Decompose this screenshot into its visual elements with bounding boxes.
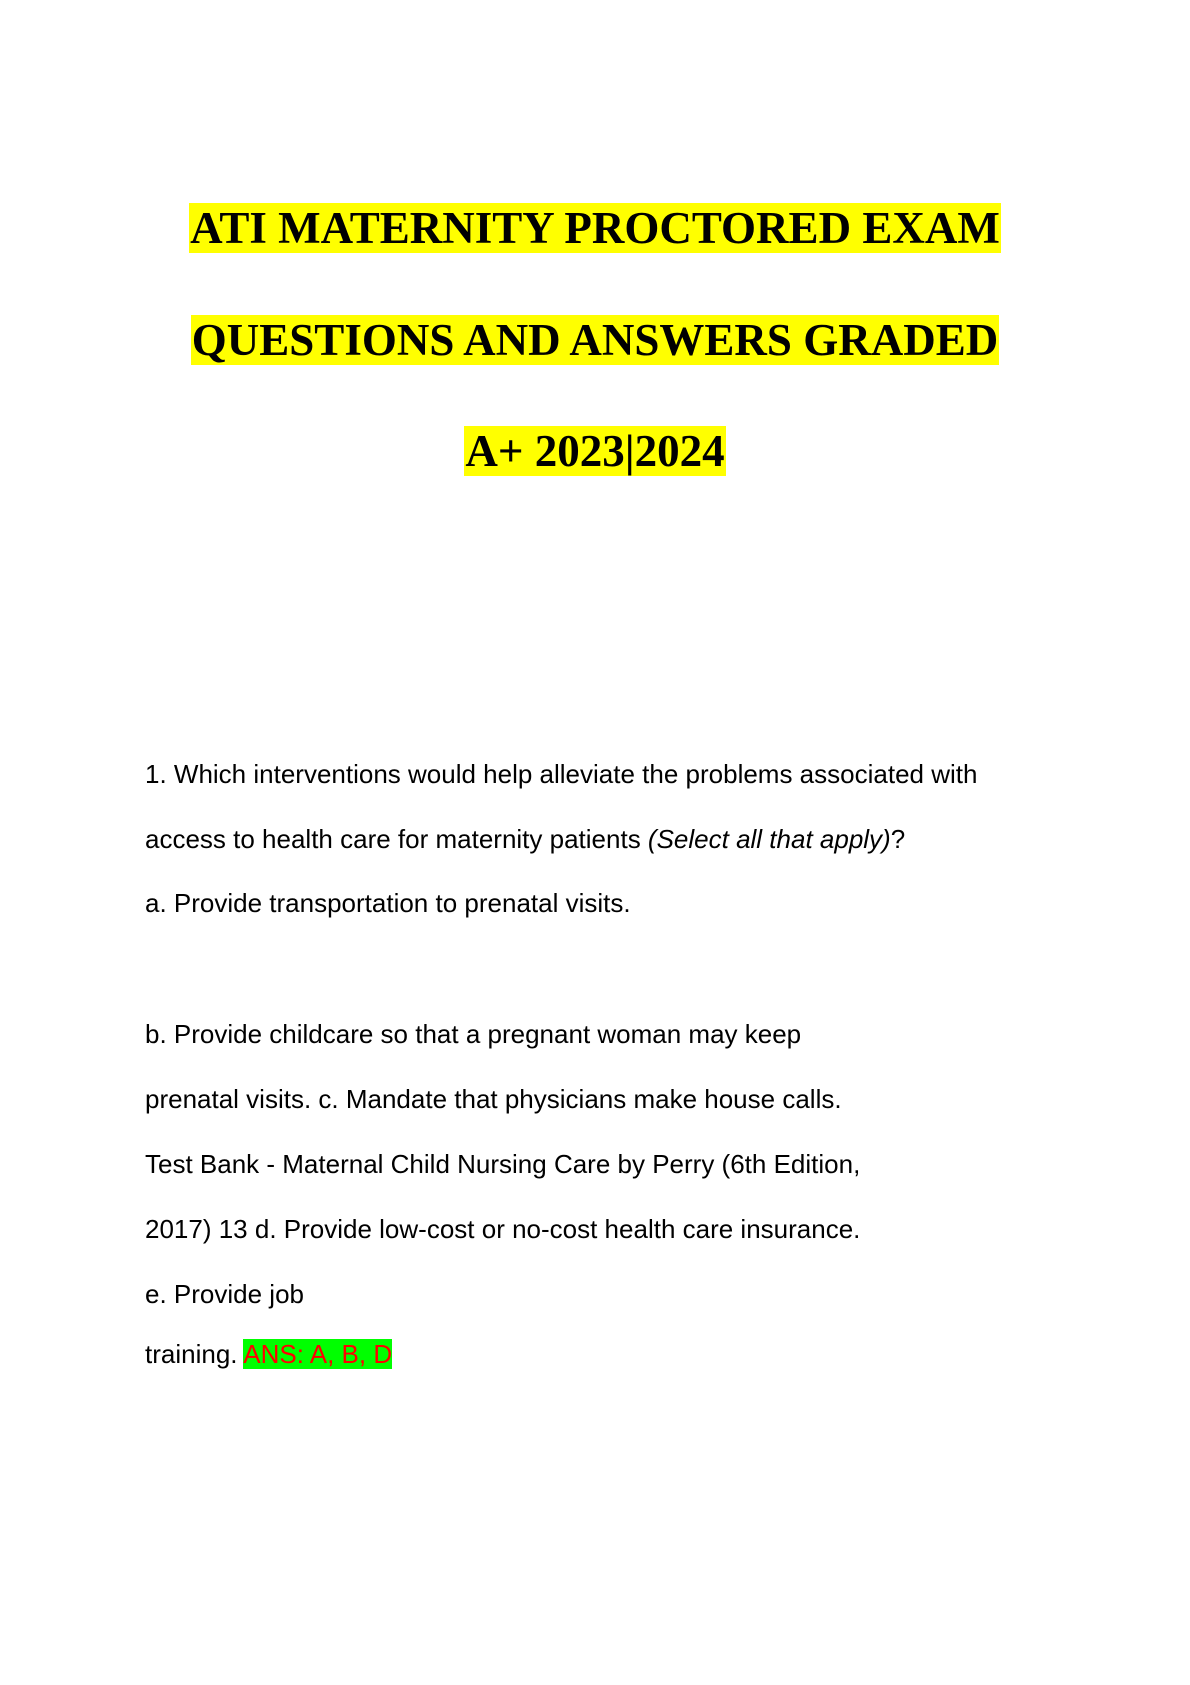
- option-b-c-line: prenatal visits. c. Mandate that physicians make house calls.: [145, 1084, 842, 1114]
- title-highlight: A+ 2023|2024: [465, 426, 725, 476]
- answer-line: [145, 1337, 392, 1371]
- option-a: a. Provide transportation to prenatal visits.: [145, 888, 631, 918]
- test-bank-source: Test Bank - Maternal Child Nursing Care by Perry (6th Edition,: [145, 1149, 861, 1179]
- question-mark: ?: [890, 824, 906, 854]
- option-d-line: 2017) 13 d. Provide low-cost or no-cost health care insurance.: [145, 1214, 861, 1244]
- title-line-3: [0, 423, 1190, 479]
- title-line-2: [0, 312, 1190, 368]
- option-e: e. Provide job: [145, 1279, 304, 1309]
- option-e-end: training.: [145, 1339, 244, 1369]
- title-highlight: QUESTIONS AND ANSWERS GRADED: [191, 315, 999, 365]
- option-b: b. Provide childcare so that a pregnant woman may keep: [145, 1019, 802, 1049]
- title-highlight: ATI MATERNITY PROCTORED EXAM: [190, 203, 1000, 253]
- select-all-instruction: (Select all that apply): [647, 824, 891, 854]
- answer-highlight: ANS: A, B, D: [243, 1339, 393, 1369]
- question-stem-line-1: 1. Which interventions would help alleviate the problems associated with: [145, 759, 978, 789]
- question-stem-line-2: [145, 822, 905, 856]
- title-line-1: [0, 200, 1190, 256]
- question-stem-text: access to health care for maternity patients: [145, 824, 648, 854]
